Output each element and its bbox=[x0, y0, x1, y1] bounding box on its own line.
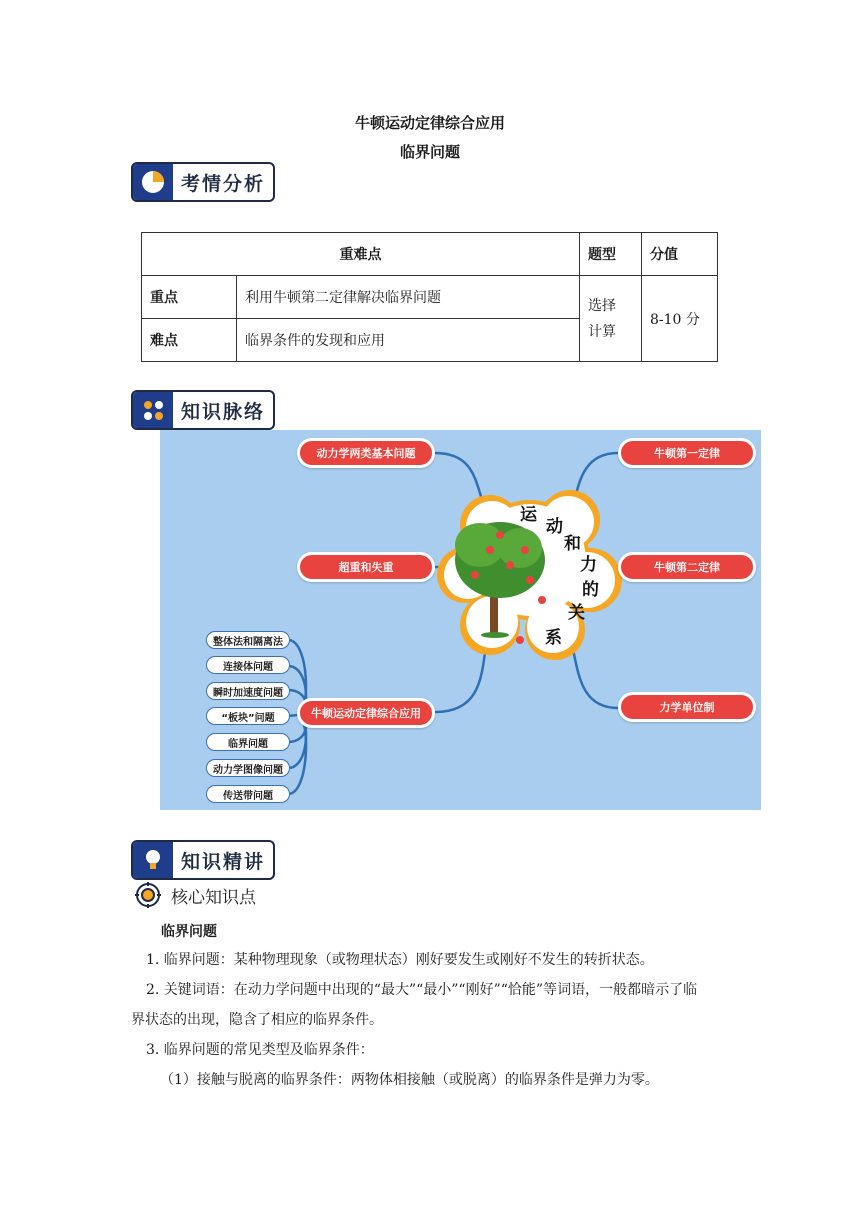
table-type-line: 计算 bbox=[588, 323, 616, 340]
section-lecture-label: 知识精讲 bbox=[180, 850, 265, 873]
center-char: 系 bbox=[545, 628, 562, 648]
table-score-cell: 8-10 分 bbox=[642, 276, 718, 362]
target-icon bbox=[135, 882, 161, 908]
section-lecture-banner bbox=[131, 840, 275, 880]
mindmap-node: 超重和失重 bbox=[297, 552, 435, 582]
paragraph: 3. 临界问题的常见类型及临界条件： bbox=[146, 1042, 374, 1058]
table-header-type: 题型 bbox=[580, 233, 642, 276]
mindmap-node: 牛顿第二定律 bbox=[618, 552, 756, 582]
section-analysis-banner bbox=[131, 162, 275, 202]
mindmap-leaf: 整体法和隔离法 bbox=[206, 631, 290, 649]
lightbulb-icon bbox=[133, 842, 173, 878]
center-char: 关 bbox=[568, 603, 585, 623]
table-header-score: 分值 bbox=[642, 233, 718, 276]
network-icon bbox=[133, 392, 173, 428]
mindmap-leaf: 连接体问题 bbox=[206, 656, 290, 674]
core-heading bbox=[135, 882, 256, 908]
section-framework-banner bbox=[131, 390, 275, 430]
section-framework-label: 知识脉络 bbox=[180, 400, 265, 423]
mindmap-lines bbox=[160, 430, 761, 810]
table-row-content: 利用牛顿第二定律解决临界问题 bbox=[237, 276, 580, 319]
mindmap-node: 动力学两类基本问题 bbox=[297, 438, 435, 468]
doc-subtitle: 临界问题 bbox=[399, 143, 460, 161]
table-header-focus: 重难点 bbox=[142, 233, 580, 276]
mindmap-leaf: 传送带问题 bbox=[206, 785, 290, 803]
mindmap-leaf: 动力学图像问题 bbox=[206, 759, 290, 777]
core-heading-label: 核心知识点 bbox=[171, 887, 256, 908]
section-analysis-label: 考情分析 bbox=[180, 172, 265, 195]
table-row-label: 难点 bbox=[142, 319, 237, 362]
paragraph: 2. 关键词语：在动力学问题中出现的“最大”“最小”“刚好”“恰能”等词语，一般都暗示了临 bbox=[146, 982, 698, 998]
center-char: 力 bbox=[580, 555, 597, 575]
mindmap-node: 牛顿第一定律 bbox=[618, 438, 756, 468]
mindmap bbox=[160, 430, 761, 810]
pie-chart-icon bbox=[133, 164, 173, 200]
center-char: 和 bbox=[564, 534, 581, 554]
doc-title: 牛顿运动定律综合应用 bbox=[354, 114, 505, 132]
table-type-line: 选择 bbox=[588, 297, 616, 314]
mindmap-node: 力学单位制 bbox=[618, 692, 756, 722]
paragraph: 1. 临界问题：某种物理现象（或物理状态）刚好要发生或刚好不发生的转折状态。 bbox=[146, 952, 654, 968]
table-type-cell bbox=[580, 276, 642, 362]
mindmap-leaf: 临界问题 bbox=[206, 733, 290, 751]
paragraph: 界状态的出现，隐含了相应的临界条件。 bbox=[131, 1012, 383, 1028]
mindmap-leaf: “板块”问题 bbox=[206, 707, 290, 725]
table-row-content: 临界条件的发现和应用 bbox=[237, 319, 580, 362]
topic-heading: 临界问题 bbox=[161, 924, 217, 940]
paragraph: （1）接触与脱离的临界条件：两物体相接触（或脱离）的临界条件是弹力为零。 bbox=[160, 1072, 659, 1088]
mindmap-node: 牛顿运动定律综合应用 bbox=[297, 698, 435, 728]
analysis-table bbox=[141, 232, 718, 362]
center-char: 的 bbox=[582, 580, 599, 600]
table-row-label: 重点 bbox=[142, 276, 237, 319]
center-char: 动 bbox=[546, 517, 563, 537]
mindmap-leaf: 瞬时加速度问题 bbox=[206, 682, 290, 700]
center-char: 运 bbox=[520, 505, 537, 525]
